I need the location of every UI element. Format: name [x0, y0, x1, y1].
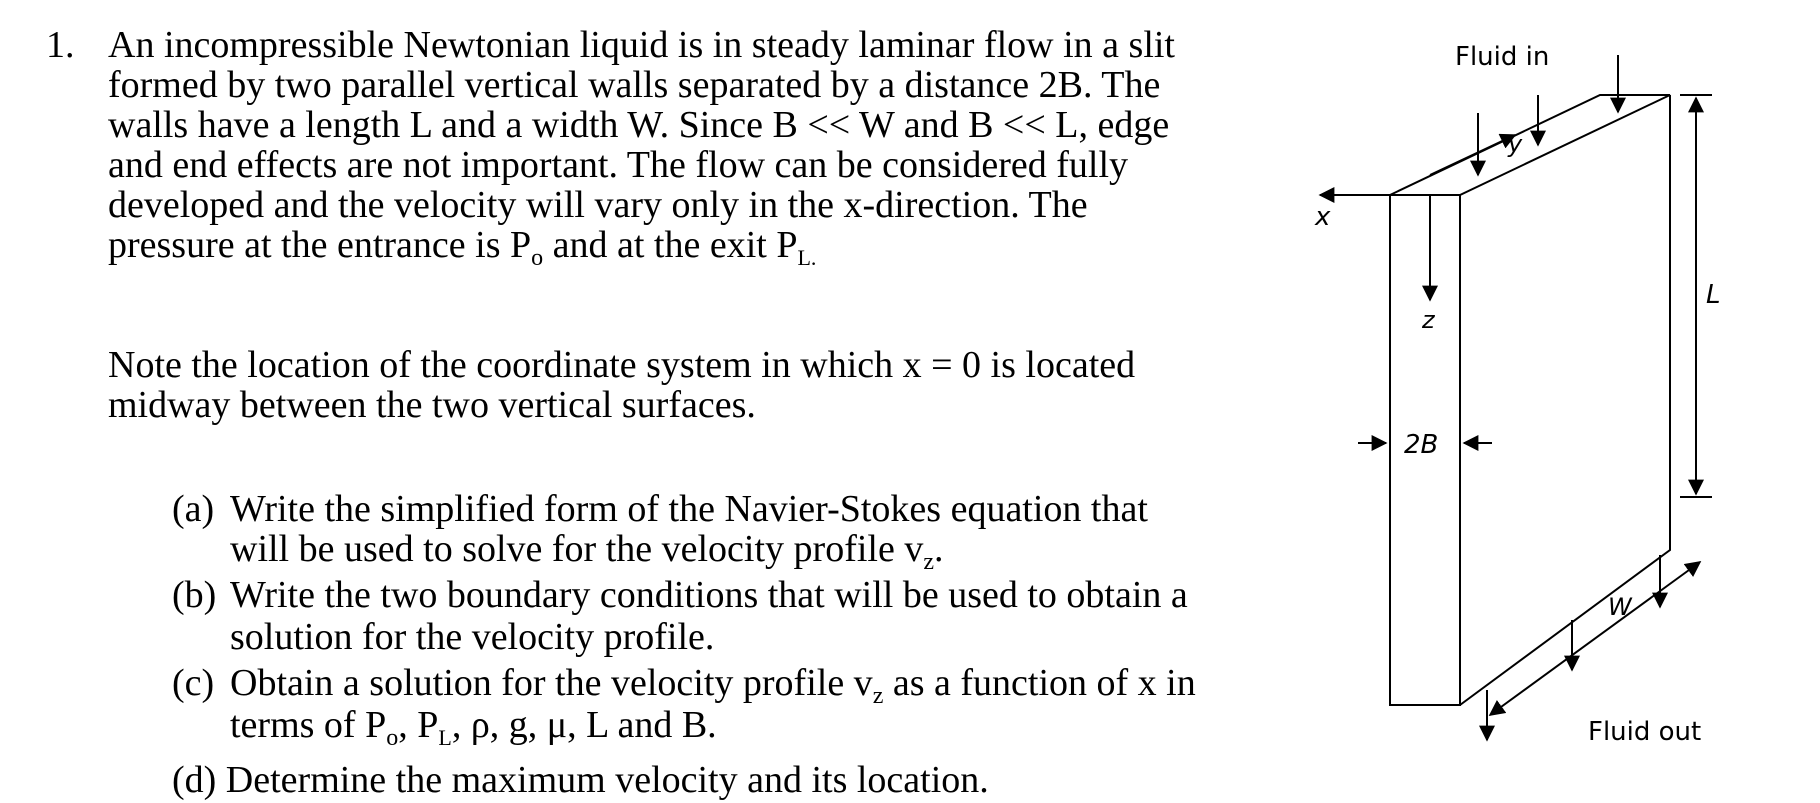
fluid-in-label: Fluid in — [1455, 42, 1550, 72]
intro-line-2: formed by two parallel vertical walls separated by a distance 2B. The — [108, 64, 1161, 106]
part-b-label: (b) — [172, 574, 217, 616]
part-c-sub-o: o — [386, 725, 399, 751]
pressure-text-1: pressure at the entrance is P — [108, 224, 532, 266]
pressure-line — [108, 222, 816, 281]
dimension-W — [1490, 562, 1700, 715]
note-line-1: Note the location of the coordinate system in which x = 0 is located — [108, 344, 1136, 386]
fluid-out-arrows — [1487, 555, 1660, 740]
intro-line-4: and end effects are not important. The flow can be considered fully — [108, 144, 1129, 186]
part-c-text-3: terms of P — [230, 704, 387, 746]
part-d-partial: (d) Determine the maximum velocity and its location. — [172, 759, 989, 801]
label-W: W — [1608, 593, 1632, 621]
part-c-sub-L: L — [438, 725, 452, 750]
part-c-text-5: , ρ, g, μ, L and B. — [451, 704, 717, 746]
part-c-label: (c) — [172, 662, 215, 704]
part-c-text-2: as a function of x in — [883, 662, 1196, 704]
part-a-text: will be used to solve for the velocity profile v — [230, 528, 924, 570]
part-b-line-2: solution for the velocity profile. — [230, 616, 715, 658]
intro-line-5: developed and the velocity will vary only in the x-direction. The — [108, 184, 1088, 226]
fluid-in-arrows — [1478, 55, 1618, 175]
fluid-out-label: Fluid out — [1588, 717, 1702, 747]
label-2B: 2B — [1404, 430, 1439, 460]
x-label: x — [1315, 202, 1331, 232]
part-b-line-1: Write the two boundary conditions that will be used to obtain a — [230, 574, 1188, 616]
problem-number: 1. — [46, 24, 75, 66]
slit-flow-diagram — [1290, 0, 1820, 772]
intro-line-3: walls have a length L and a width W. Since B << W and B << L, edge — [108, 104, 1170, 146]
part-a-label: (a) — [172, 488, 215, 530]
y-label: y — [1508, 130, 1523, 158]
note-line-2: midway between the two vertical surfaces. — [108, 384, 756, 426]
part-c-sub-z: z — [872, 683, 884, 709]
part-a-post: . — [934, 528, 944, 570]
intro-line-1: An incompressible Newtonian liquid is in steady laminar flow in a slit — [108, 24, 1175, 66]
pressure-sub-o: o — [531, 245, 544, 271]
pressure-sub-L: L. — [797, 245, 817, 270]
part-c-text-4: , P — [398, 704, 439, 746]
part-a-line-1: Write the simplified form of the Navier-Stokes equation that — [230, 488, 1148, 530]
label-L: L — [1706, 280, 1721, 310]
z-label: z — [1422, 306, 1435, 334]
y-axis — [1430, 135, 1515, 175]
part-c-line-2 — [230, 702, 717, 761]
part-c-text-1: Obtain a solution for the velocity profile v — [230, 662, 873, 704]
pressure-text-2: and at the exit P — [543, 224, 798, 266]
part-a-sub: z — [923, 549, 934, 575]
